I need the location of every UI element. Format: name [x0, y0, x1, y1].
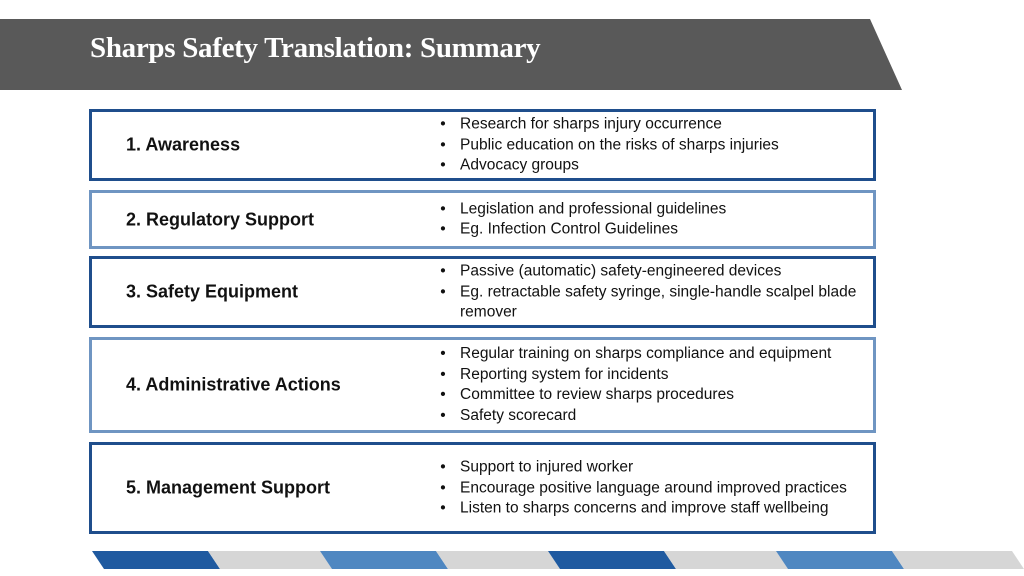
stripe-segment	[92, 551, 220, 569]
section-heading: 2. Regulatory Support	[126, 209, 315, 229]
list-item: • Encourage positive language around improved practices	[436, 478, 876, 499]
list-item: • Safety scorecard	[436, 406, 876, 427]
section-heading: 1. Awareness	[126, 134, 241, 155]
list-item: • Legislation and professional guidelines	[436, 199, 876, 220]
section-administrative-actions	[89, 337, 876, 433]
stripe-segment	[776, 551, 904, 569]
section-management-support	[89, 442, 876, 534]
section-safety-equipment	[89, 256, 876, 328]
bullet-list	[436, 344, 876, 426]
stripe-segment	[548, 551, 676, 569]
stripe-segment	[892, 551, 1024, 569]
bullet-list	[436, 261, 876, 323]
decorative-stripe-bar	[92, 551, 1024, 569]
stripe-segment	[664, 551, 788, 569]
bullet-icon: •	[440, 115, 446, 133]
bullet-icon: •	[440, 200, 446, 217]
bullet-icon: •	[440, 220, 446, 238]
list-item: • Listen to sharps concerns and improve staff wellbeing	[436, 498, 876, 519]
section-heading: 5. Management Support	[126, 477, 331, 498]
section-heading: 3. Safety Equipment	[126, 281, 299, 302]
bullet-icon: •	[440, 478, 446, 496]
bullet-list	[436, 199, 876, 240]
stripe-segment	[208, 551, 332, 569]
bullet-icon: •	[440, 262, 446, 280]
bullet-icon: •	[440, 135, 446, 153]
section-awareness	[89, 109, 876, 181]
list-item: • Committee to review sharps procedures	[436, 385, 876, 406]
list-item: • Public education on the risks of sharps injuries	[436, 135, 876, 156]
stripe-segment	[320, 551, 448, 569]
bullet-list	[436, 114, 876, 176]
bullet-icon: •	[440, 345, 446, 362]
bullet-list	[436, 457, 876, 519]
section-heading: 4. Administrative Actions	[126, 374, 341, 395]
list-item: • Eg. Infection Control Guidelines	[436, 220, 876, 241]
list-item: • Support to injured worker	[436, 457, 876, 478]
list-item: • Eg. retractable safety syringe, single-handle scalpel blade remover	[436, 282, 876, 323]
list-item: • Advocacy groups	[436, 155, 876, 176]
list-item: • Reporting system for incidents	[436, 365, 876, 386]
bullet-icon: •	[440, 282, 446, 300]
list-item: • Regular training on sharps compliance and equipment	[436, 344, 876, 365]
bullet-icon: •	[440, 499, 446, 517]
bullet-icon: •	[440, 156, 446, 174]
slide-title: Sharps Safety Translation: Summary	[90, 32, 541, 64]
stripe-segment	[436, 551, 560, 569]
bullet-icon: •	[440, 458, 446, 476]
bullet-icon: •	[440, 406, 446, 424]
list-item: • Passive (automatic) safety-engineered devices	[436, 261, 876, 282]
bullet-icon: •	[440, 365, 446, 383]
section-regulatory-support	[89, 190, 876, 249]
list-item: • Research for sharps injury occurrence	[436, 114, 876, 135]
bullet-icon: •	[440, 386, 446, 403]
